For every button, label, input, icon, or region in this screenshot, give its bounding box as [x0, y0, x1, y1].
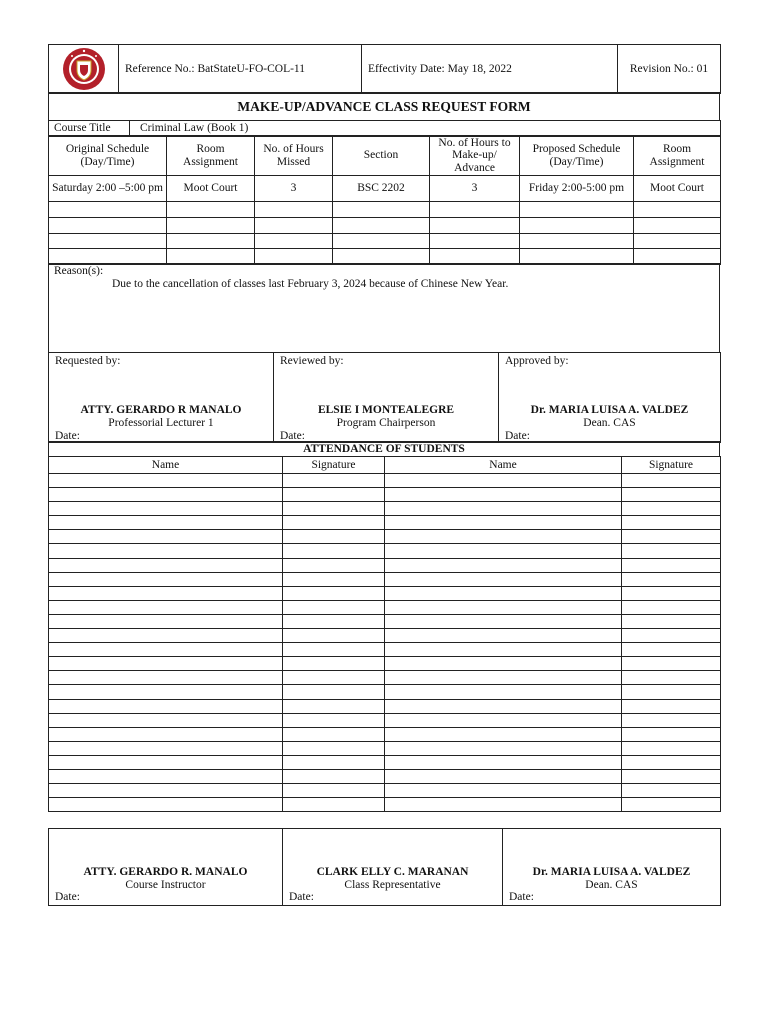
- signature-cell: [622, 784, 721, 798]
- approved-by-cell: [499, 353, 721, 443]
- attendance-row: [49, 657, 721, 671]
- name-cell: [385, 516, 622, 530]
- requested-by-label: Requested by:: [55, 355, 121, 367]
- approved-by-name: Dr. MARIA LUISA A. VALDEZ: [530, 404, 689, 416]
- reference-number: Reference No.: BatStateU-FO-COL-11: [119, 45, 362, 94]
- reviewed-by-role: Program Chairperson: [336, 417, 436, 429]
- reviewed-by-label: Reviewed by:: [280, 355, 344, 367]
- signature-cell: [622, 741, 721, 755]
- signature-cell: [283, 558, 385, 572]
- signature-cell: [283, 544, 385, 558]
- signature-cell: [622, 657, 721, 671]
- original-schedule-cell: Saturday 2:00 –5:00 pm: [49, 176, 167, 202]
- reviewed-by-cell: [274, 353, 499, 443]
- signature-cell: [622, 755, 721, 769]
- name-header: Name: [385, 457, 622, 474]
- attendance-row: [49, 586, 721, 600]
- approved-by-date: Date:: [505, 430, 530, 442]
- signature-cell: [283, 629, 385, 643]
- name-cell: [385, 614, 622, 628]
- name-cell: [385, 558, 622, 572]
- reason-label: Reason(s):: [54, 265, 104, 277]
- course-instructor-cell: [49, 829, 283, 906]
- attendance-row: [49, 671, 721, 685]
- name-cell: [385, 769, 622, 783]
- signature-cell: [283, 769, 385, 783]
- schedule-row: [49, 202, 721, 218]
- signature-cell: [622, 629, 721, 643]
- attendance-row: [49, 572, 721, 586]
- schedule-header-row: [49, 136, 721, 176]
- dean-name: Dr. MARIA LUISA A. VALDEZ: [532, 866, 691, 878]
- signature-cell: [622, 502, 721, 516]
- name-cell: [49, 643, 283, 657]
- attendance-row: [49, 713, 721, 727]
- name-cell: [49, 572, 283, 586]
- attendance-header-row: [49, 457, 721, 474]
- university-seal-icon: [52, 46, 115, 92]
- name-cell: [385, 572, 622, 586]
- makeup-hours-header: No. of Hours to Make-up/ Advance: [430, 136, 520, 176]
- name-cell: [49, 488, 283, 502]
- original-schedule-header: Original Schedule (Day/Time): [49, 136, 167, 176]
- reason-text: Due to the cancellation of classes last February 3, 2024 because of Chinese New Year.: [112, 278, 509, 290]
- requested-by-cell: [49, 353, 274, 443]
- signature-cell: [622, 586, 721, 600]
- name-cell: [49, 544, 283, 558]
- course-instructor-name: ATTY. GERARDO R. MANALO: [83, 866, 248, 878]
- approved-by-label: Approved by:: [505, 355, 569, 367]
- name-cell: [385, 474, 622, 488]
- course-instructor-date: Date:: [55, 891, 80, 903]
- reviewed-by-date: Date:: [280, 430, 305, 442]
- signature-cell: [622, 699, 721, 713]
- schedule-row: [49, 218, 721, 234]
- dean-cell: [503, 829, 721, 906]
- course-instructor-role: Course Instructor: [125, 879, 206, 891]
- attendance-row: [49, 530, 721, 544]
- signature-cell: [622, 671, 721, 685]
- name-cell: [49, 516, 283, 530]
- name-cell: [385, 685, 622, 699]
- signature-cell: [622, 530, 721, 544]
- signature-cell: [622, 643, 721, 657]
- name-cell: [385, 544, 622, 558]
- attendance-row: [49, 643, 721, 657]
- attendance-row: [49, 474, 721, 488]
- signatories-table: [48, 828, 721, 906]
- requested-by-name: ATTY. GERARDO R MANALO: [80, 404, 242, 416]
- name-cell: [385, 488, 622, 502]
- name-cell: [49, 727, 283, 741]
- requested-by-date: Date:: [55, 430, 80, 442]
- name-cell: [49, 586, 283, 600]
- name-cell: [49, 502, 283, 516]
- name-cell: [49, 699, 283, 713]
- section-cell: BSC 2202: [333, 176, 430, 202]
- attendance-row: [49, 544, 721, 558]
- effectivity-date: Effectivity Date: May 18, 2022: [362, 45, 618, 94]
- room-assignment-header: Room Assignment: [167, 136, 255, 176]
- name-cell: [385, 699, 622, 713]
- name-cell: [49, 769, 283, 783]
- name-cell: [385, 784, 622, 798]
- name-cell: [49, 755, 283, 769]
- proposed-schedule-header: Proposed Schedule (Day/Time): [520, 136, 634, 176]
- signature-cell: [283, 671, 385, 685]
- signature-cell: [283, 657, 385, 671]
- name-cell: [385, 586, 622, 600]
- signature-cell: [283, 713, 385, 727]
- attendance-row: [49, 614, 721, 628]
- course-title-label: Course Title: [49, 121, 130, 137]
- attendance-row: [49, 727, 721, 741]
- signature-cell: [622, 798, 721, 812]
- signature-cell: [283, 727, 385, 741]
- name-cell: [385, 629, 622, 643]
- dean-date: Date:: [509, 891, 534, 903]
- signature-cell: [622, 516, 721, 530]
- reason-box: [48, 263, 720, 353]
- name-cell: [385, 727, 622, 741]
- signature-cell: [622, 600, 721, 614]
- name-cell: [49, 629, 283, 643]
- reviewed-by-name: ELSIE I MONTEALEGRE: [317, 404, 455, 416]
- proposed-room-header: Room Assignment: [634, 136, 721, 176]
- name-header: Name: [49, 457, 283, 474]
- signature-cell: [283, 572, 385, 586]
- attendance-row: [49, 784, 721, 798]
- signature-cell: [283, 755, 385, 769]
- signature-cell: [622, 685, 721, 699]
- name-cell: [49, 530, 283, 544]
- signature-cell: [283, 614, 385, 628]
- signature-cell: [283, 699, 385, 713]
- approvals-table: [48, 352, 721, 443]
- logo-cell: [49, 45, 119, 94]
- signature-cell: [283, 798, 385, 812]
- attendance-row: [49, 516, 721, 530]
- signature-cell: [622, 769, 721, 783]
- signature-cell: [283, 741, 385, 755]
- name-cell: [385, 741, 622, 755]
- attendance-row: [49, 769, 721, 783]
- signature-cell: [283, 488, 385, 502]
- name-cell: [385, 671, 622, 685]
- hours-missed-header: No. of Hours Missed: [255, 136, 333, 176]
- signature-cell: [622, 572, 721, 586]
- dean-role: Dean. CAS: [585, 879, 638, 891]
- signature-cell: [622, 488, 721, 502]
- signature-cell: [622, 614, 721, 628]
- name-cell: [49, 713, 283, 727]
- signature-cell: [622, 474, 721, 488]
- revision-number: Revision No.: 01: [618, 45, 721, 94]
- attendance-row: [49, 798, 721, 812]
- signature-cell: [283, 502, 385, 516]
- attendance-row: [49, 699, 721, 713]
- signature-cell: [622, 713, 721, 727]
- name-cell: [385, 713, 622, 727]
- name-cell: [49, 784, 283, 798]
- name-cell: [385, 530, 622, 544]
- name-cell: [385, 643, 622, 657]
- signature-cell: [622, 727, 721, 741]
- attendance-row: [49, 685, 721, 699]
- hours-missed-cell: 3: [255, 176, 333, 202]
- attendance-row: [49, 600, 721, 614]
- makeup-hours-cell: 3: [430, 176, 520, 202]
- room-assignment-cell: Moot Court: [167, 176, 255, 202]
- signature-header: Signature: [622, 457, 721, 474]
- course-title-value: Criminal Law (Book 1): [130, 121, 721, 137]
- name-cell: [49, 798, 283, 812]
- section-header: Section: [333, 136, 430, 176]
- requested-by-role: Professorial Lecturer 1: [108, 417, 214, 429]
- approved-by-role: Dean. CAS: [583, 417, 636, 429]
- signature-cell: [622, 558, 721, 572]
- signature-cell: [283, 643, 385, 657]
- signature-cell: [283, 474, 385, 488]
- name-cell: [49, 600, 283, 614]
- signature-cell: [622, 544, 721, 558]
- signature-cell: [283, 530, 385, 544]
- attendance-row: [49, 558, 721, 572]
- name-cell: [49, 657, 283, 671]
- class-representative-role: Class Representative: [344, 879, 441, 891]
- schedule-table: [48, 135, 721, 265]
- signature-cell: [283, 516, 385, 530]
- schedule-row: [49, 176, 721, 202]
- attendance-table: [48, 456, 721, 812]
- attendance-row: [49, 741, 721, 755]
- name-cell: [49, 474, 283, 488]
- attendance-row: [49, 502, 721, 516]
- name-cell: [49, 685, 283, 699]
- proposed-room-cell: Moot Court: [634, 176, 721, 202]
- signature-cell: [283, 685, 385, 699]
- signature-cell: [283, 600, 385, 614]
- class-representative-cell: [283, 829, 503, 906]
- name-cell: [49, 558, 283, 572]
- name-cell: [49, 671, 283, 685]
- signature-cell: [283, 586, 385, 600]
- class-representative-date: Date:: [289, 891, 314, 903]
- name-cell: [49, 614, 283, 628]
- name-cell: [385, 502, 622, 516]
- attendance-row: [49, 629, 721, 643]
- class-representative-name: CLARK ELLY C. MARANAN: [316, 866, 469, 878]
- name-cell: [385, 600, 622, 614]
- name-cell: [385, 755, 622, 769]
- schedule-row: [49, 234, 721, 249]
- name-cell: [385, 798, 622, 812]
- attendance-row: [49, 755, 721, 769]
- name-cell: [49, 741, 283, 755]
- form-title: MAKE-UP/ADVANCE CLASS REQUEST FORM: [48, 92, 720, 121]
- signature-header: Signature: [283, 457, 385, 474]
- proposed-schedule-cell: Friday 2:00-5:00 pm: [520, 176, 634, 202]
- signature-cell: [283, 784, 385, 798]
- attendance-row: [49, 488, 721, 502]
- name-cell: [385, 657, 622, 671]
- attendance-title: ATTENDANCE OF STUDENTS: [48, 441, 720, 457]
- header-table: [48, 44, 721, 94]
